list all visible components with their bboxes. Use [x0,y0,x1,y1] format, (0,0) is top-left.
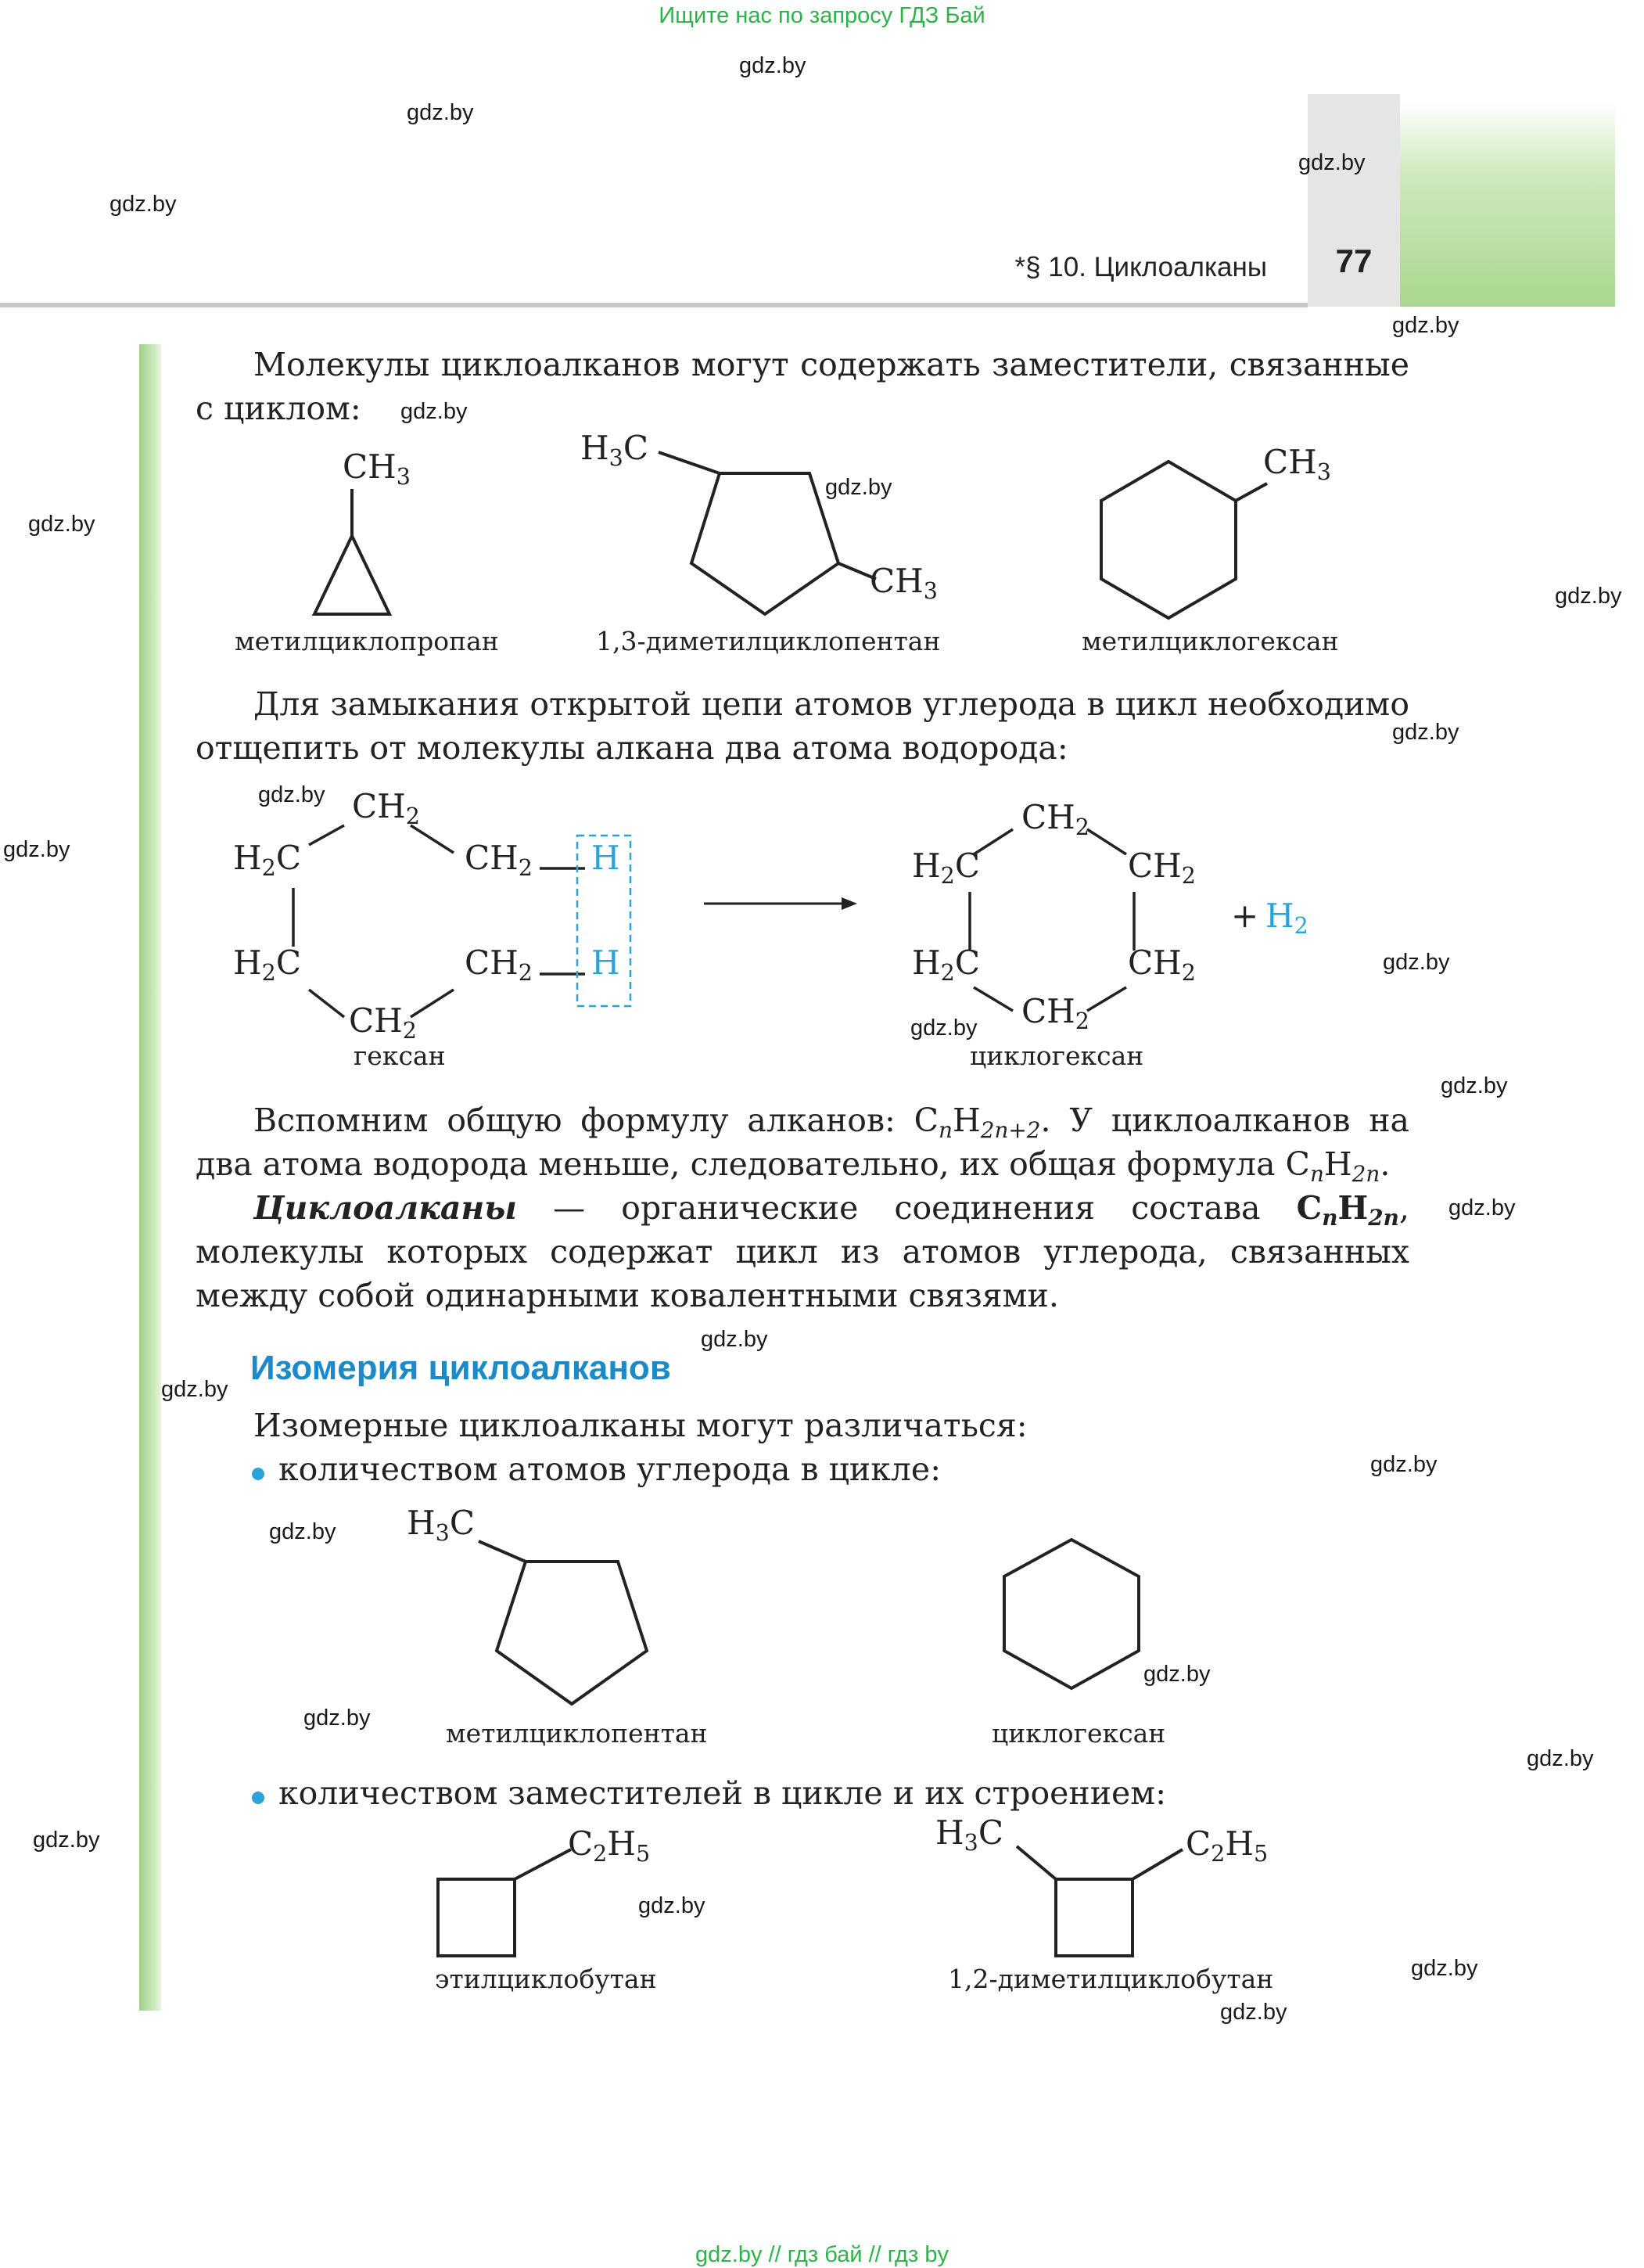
definition-paragraph: Циклоалканы — органические соединения состава $C_nH_{2n}$, молекулы которых содержат цикл из атомов углерода, связанных между собой одинарными ковалентными связями. [196,1189,1409,1314]
watermark: gdz.by [1220,2000,1287,2025]
watermark: gdz.by [161,1377,228,1402]
hexane-bonds [227,790,665,1048]
cyclohexane-ch2-top: $CH_2$ [1021,798,1089,840]
watermark: gdz.by [407,100,474,125]
cyclohexane-skeleton [993,1533,1150,1698]
hydrogen-product: $H_2$ [1265,897,1308,939]
dimethylcyclobutane-h3c: $H_3C$ [935,1813,1003,1856]
cyclohexane-label: циклогексан [970,1041,1144,1071]
watermark: gdz.by [1392,313,1459,338]
watermark: gdz.by [1143,1662,1211,1687]
watermark: gdz.by [1298,150,1366,175]
hexane-h2c-left-top: $H_2C$ [233,839,301,881]
reaction-arrow [704,892,860,915]
bullet-dot-1 [252,1468,264,1480]
watermark: gdz.by [269,1519,336,1544]
footer-links: gdz.by // гдз бай // гдз by [695,2242,949,2267]
top-banner: Ищите нас по запросу ГДЗ Бай [659,3,985,28]
methylcyclohexane-structure [1071,454,1283,626]
bullet-dot-2 [252,1792,264,1804]
hexane-label: гексан [354,1041,446,1071]
watermark: gdz.by [28,512,95,537]
cyclohexane-row2-label: циклогексан [992,1718,1166,1749]
header-green-gradient [1400,102,1615,307]
cyclohexane-h2c-left-top: $H_2C$ [912,846,980,889]
methylcyclopropane-label: метилциклопропан [235,626,499,656]
watermark: gdz.by [739,53,806,78]
page-number: 77 [1335,243,1373,279]
hexane-h2c-left-bottom: $H_2C$ [233,944,301,986]
cyclohexane-ch2-bottom: $CH_2$ [1021,992,1089,1034]
watermark: gdz.by [1411,1956,1478,1981]
watermark: gdz.by [701,1327,768,1352]
margin-green-bar [139,344,161,2011]
ethylcyclobutane-c2h5: $C_2H_5$ [568,1824,651,1867]
plus-sign: + [1231,897,1259,935]
hexane-ch2-right-top: $CH_2$ [465,839,533,881]
isomers-intro: Изомерные циклоалканы могут различаться: [253,1407,1028,1444]
intro-paragraph: Молекулы циклоалканов могут содержать заместители, связанные с циклом: [196,346,1409,427]
watermark: gdz.by [303,1705,371,1731]
ethylcyclobutane-structure [430,1846,602,1964]
watermark: gdz.by [400,399,468,424]
watermark: gdz.by [1527,1746,1594,1771]
cyclohexane-ch2-right-bottom: $CH_2$ [1128,944,1196,986]
hexane-ch2-bottom: $CH_2$ [349,1001,417,1044]
closure-paragraph: Для замыкания открытой цепи атомов углерода в цикл необходимо отщепить от молекулы алкана два атома водорода: [196,685,1409,767]
hexane-h-bottom: H [591,944,620,982]
watermark: gdz.by [3,837,70,862]
hexane-ch2-right-bottom: $CH_2$ [465,944,533,986]
cyclohexane-ch2-right-top: $CH_2$ [1128,846,1196,889]
header-rule [0,303,1308,307]
watermark: gdz.by [1370,1452,1438,1477]
watermark: gdz.by [258,782,325,807]
watermark: gdz.by [1555,584,1622,609]
methylcyclopentane-h3c: $H_3C$ [407,1504,475,1546]
dimethylcyclobutane-c2h5: $C_2H_5$ [1186,1824,1269,1867]
watermark: gdz.by [1383,950,1450,975]
methylcyclopropane-ch3: $CH_3$ [343,447,411,490]
watermark: gdz.by [1441,1073,1508,1098]
methylcyclopentane-label: метилциклопентан [446,1718,708,1749]
watermark: gdz.by [910,1015,978,1041]
formula-paragraph: Вспомним общую формулу алканов: $C_nH_{2n+2}$. У циклоалканов на два атома водорода меньше, следовательно, их общая формула $C_nH_{2n}$. [196,1102,1409,1187]
watermark: gdz.by [1392,720,1459,745]
dimethylcyclopentane-ch3: $CH_3$ [870,562,938,604]
watermark: gdz.by [825,475,892,500]
dimethylcyclopentane-label: 1,3-диметилциклопентан [596,626,941,656]
methylcyclohexane-ch3: $CH_3$ [1263,443,1331,485]
bullet-2-text: количеством заместителей в цикле и их строением: [278,1774,1167,1812]
bullet-1-text: количеством атомов углерода в цикле: [278,1450,942,1488]
hexane-ch2-top: $CH_2$ [352,787,420,829]
dimethylcyclobutane-label: 1,2-диметилциклобутан [948,1964,1274,1994]
methylcyclohexane-label: метилциклогексан [1082,626,1339,656]
watermark: gdz.by [638,1893,705,1918]
watermark: gdz.by [1448,1195,1516,1220]
ethylcyclobutane-label: этилциклобутан [435,1964,657,1994]
hexane-h-top: H [591,839,620,877]
section-title: *§ 10. Циклоалканы [1014,252,1267,282]
methylcyclopentane-structure [469,1526,673,1713]
cyclohexane-h2c-left-bottom: $H_2C$ [912,944,980,986]
watermark: gdz.by [33,1828,100,1853]
dimethylcyclopentane-h3c: $H_3C$ [580,429,648,471]
isomerism-heading: Изомерия циклоалканов [250,1349,671,1387]
watermark: gdz.by [109,192,177,217]
